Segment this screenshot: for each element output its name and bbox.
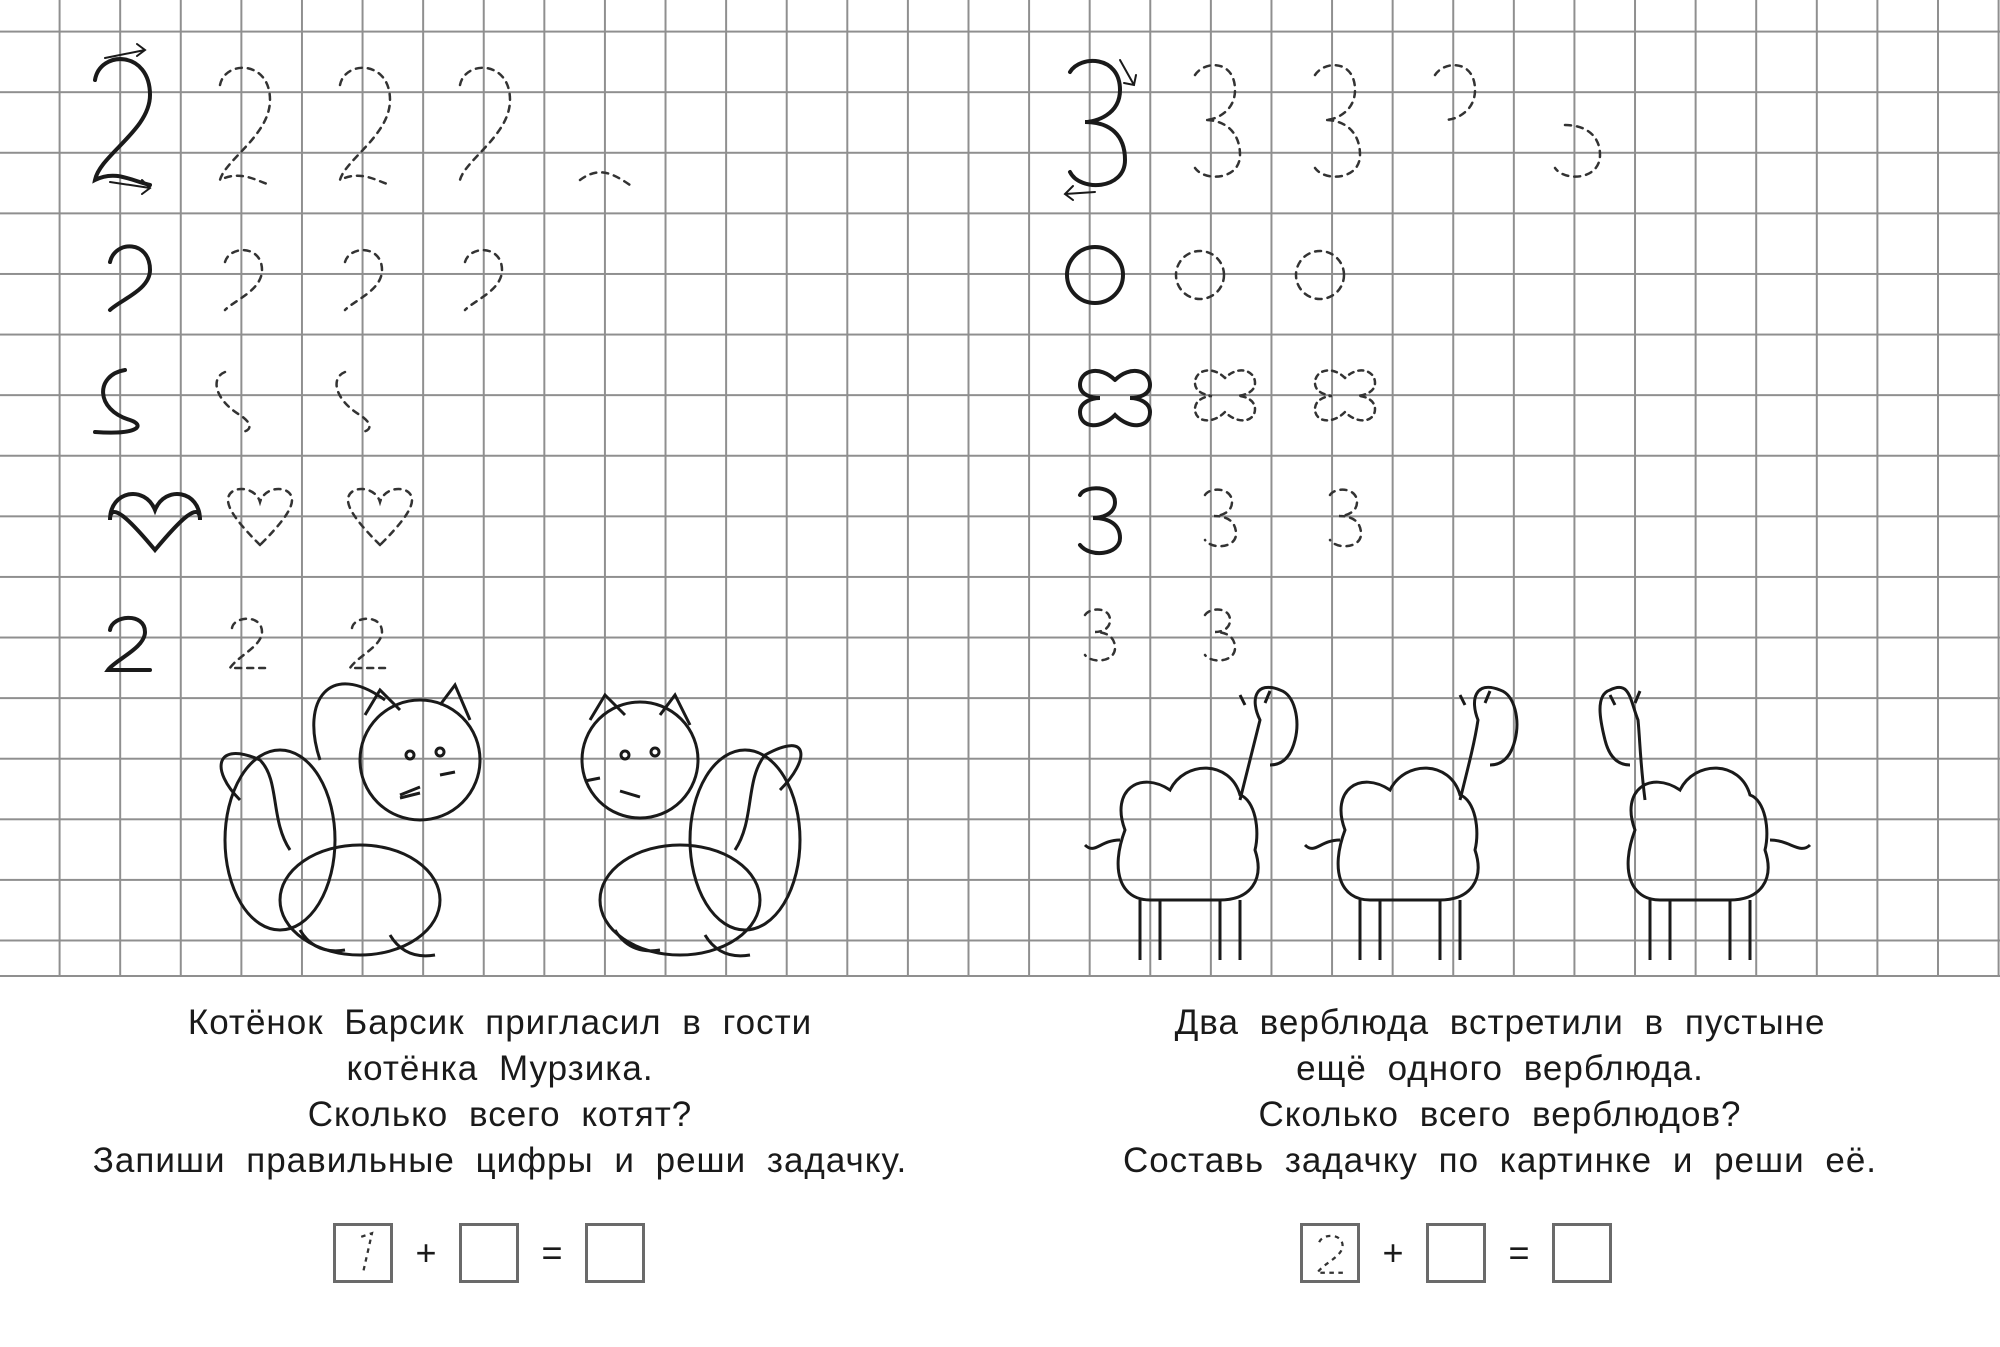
plus-sign: + xyxy=(415,1232,437,1273)
heart-icon xyxy=(110,494,200,550)
left-task-text xyxy=(40,1000,960,1184)
right-eq-box-1[interactable] xyxy=(1300,1223,1360,1283)
left-task-line-4: Запиши правильные цифры и реши задачку. xyxy=(92,1141,908,1180)
equals-sign: = xyxy=(541,1232,563,1273)
right-task-line-2: ещё одного верблюда. xyxy=(1296,1049,1704,1088)
circle-icon xyxy=(1067,247,1123,303)
left-task-line-1: Котёнок Барсик пригласил в гости xyxy=(187,1003,813,1042)
butterfly-icon xyxy=(1080,371,1150,425)
butterfly-trace xyxy=(1195,370,1375,420)
digit-2-trace-large xyxy=(220,68,630,185)
digit-3-trace-small xyxy=(1085,610,1235,661)
right-page xyxy=(1000,0,2000,1347)
equals-sign: = xyxy=(1508,1232,1530,1273)
right-practice-rows xyxy=(1000,0,2000,975)
camel-icon-1 xyxy=(1085,687,1297,960)
digit-3-model-medium xyxy=(1080,488,1120,553)
heart-trace xyxy=(228,489,412,545)
left-eq-box-answer[interactable] xyxy=(585,1223,645,1283)
camel-icon-3 xyxy=(1600,687,1810,960)
digit-2-model-large xyxy=(95,44,150,194)
right-task-line-4: Составь задачку по картинке и реши её. xyxy=(1122,1141,1878,1180)
kitten-icon-murzik xyxy=(582,695,801,956)
digit-3-model-large xyxy=(1065,60,1136,200)
left-practice-rows xyxy=(0,0,1000,975)
left-task-line-2: котёнка Мурзика. xyxy=(346,1049,654,1088)
camel-icon-2 xyxy=(1305,687,1517,960)
right-equation xyxy=(1300,1220,1612,1286)
left-task-line-3: Сколько всего котят? xyxy=(307,1095,693,1134)
right-eq-box-2[interactable] xyxy=(1426,1223,1486,1283)
right-task-line-1: Два верблюда встретили в пустыне xyxy=(1174,1003,1826,1042)
swirl-model xyxy=(95,370,138,433)
left-eq-box-1[interactable] xyxy=(333,1223,393,1283)
right-task-line-3: Сколько всего верблюдов? xyxy=(1258,1095,1742,1134)
left-eq-box-2[interactable] xyxy=(459,1223,519,1283)
right-eq-box-answer[interactable] xyxy=(1552,1223,1612,1283)
kitten-icon-barsik xyxy=(221,684,480,956)
digit-2-model-small xyxy=(108,618,150,670)
hook-model xyxy=(110,246,150,310)
left-equation xyxy=(333,1220,645,1286)
circle-trace xyxy=(1176,251,1344,299)
plus-sign: + xyxy=(1382,1232,1404,1273)
right-task-text xyxy=(1040,1000,1960,1184)
